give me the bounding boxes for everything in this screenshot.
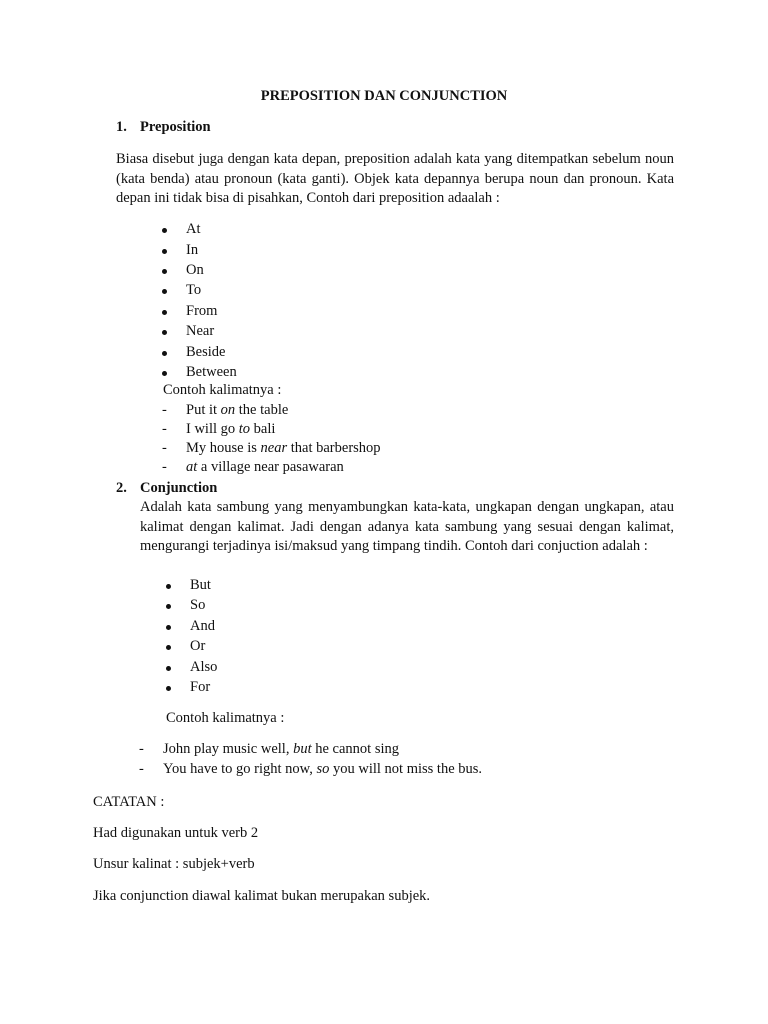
section2-paragraph: Adalah kata sambung yang menyambungkan kata-kata, ungkapan dengan ungkapan, atau kalimat dengan kalimat. Jadi dengan adanya kata sambung yang sesuai dengan kalimat, mengurangi terjadinya isi/maksud yang timpang tindih. Contoh dari conjuction adalah : (140, 499, 674, 554)
note-line: Unsur kalinat : subjek+verb (93, 856, 255, 872)
list-item: - My house is near that barbershop (162, 440, 381, 456)
list-item: On (162, 261, 180, 280)
list-item: Between (162, 363, 213, 382)
list-item: At (162, 220, 177, 239)
list-item: Also (166, 658, 193, 677)
notes-label: CATATAN : (93, 794, 165, 810)
list-item: Beside (162, 343, 201, 362)
bullet-icon (162, 289, 167, 294)
list-item: For (166, 678, 186, 697)
bullet-icon (162, 371, 167, 376)
bullet-icon (166, 666, 171, 671)
list-item: So (166, 596, 181, 615)
list-item: From (162, 302, 193, 321)
section1-examples-label: Contoh kalimatnya : (163, 382, 282, 398)
list-item: And (166, 617, 191, 636)
list-item: But (166, 576, 187, 595)
section1-heading: Preposition (140, 119, 211, 135)
list-item: - John play music well, but he cannot sing (139, 741, 400, 757)
bullet-icon (166, 584, 171, 589)
list-item: - You have to go right now, so you will not miss the bus. (139, 761, 483, 777)
bullet-icon (162, 249, 167, 254)
note-line: Had digunakan untuk verb 2 (93, 825, 259, 841)
list-item: Or (166, 637, 181, 656)
section1-number: 1. (116, 119, 127, 135)
list-item: - Put it on the table (162, 402, 289, 418)
bullet-icon (166, 604, 171, 609)
list-item: To (162, 281, 177, 300)
section2-heading: Conjunction (140, 480, 218, 496)
list-item: - at a village near pasawaran (162, 459, 344, 475)
list-item: In (162, 241, 174, 260)
list-item: - I will go to bali (162, 421, 276, 437)
bullet-icon (162, 310, 167, 315)
section2-examples-label: Contoh kalimatnya : (166, 710, 285, 726)
bullet-icon (166, 625, 171, 630)
page-title: PREPOSITION DAN CONJUNCTION (260, 88, 508, 104)
section2-number: 2. (116, 480, 127, 496)
note-line: Jika conjunction diawal kalimat bukan merupakan subjek. (93, 888, 431, 904)
bullet-icon (166, 645, 171, 650)
bullet-icon (162, 330, 167, 335)
bullet-icon (166, 686, 171, 691)
bullet-icon (162, 351, 167, 356)
list-item: Near (162, 322, 190, 341)
bullet-icon (162, 228, 167, 233)
section1-paragraph: Biasa disebut juga dengan kata depan, preposition adalah kata yang ditempatkan sebelum noun (kata benda) atau pronoun (kata ganti). Objek kata depannya berupa noun dan pronoun. Kata depan ini tidak bisa di pisahkan, Contoh dari preposition adaalah : (116, 151, 674, 206)
bullet-icon (162, 269, 167, 274)
